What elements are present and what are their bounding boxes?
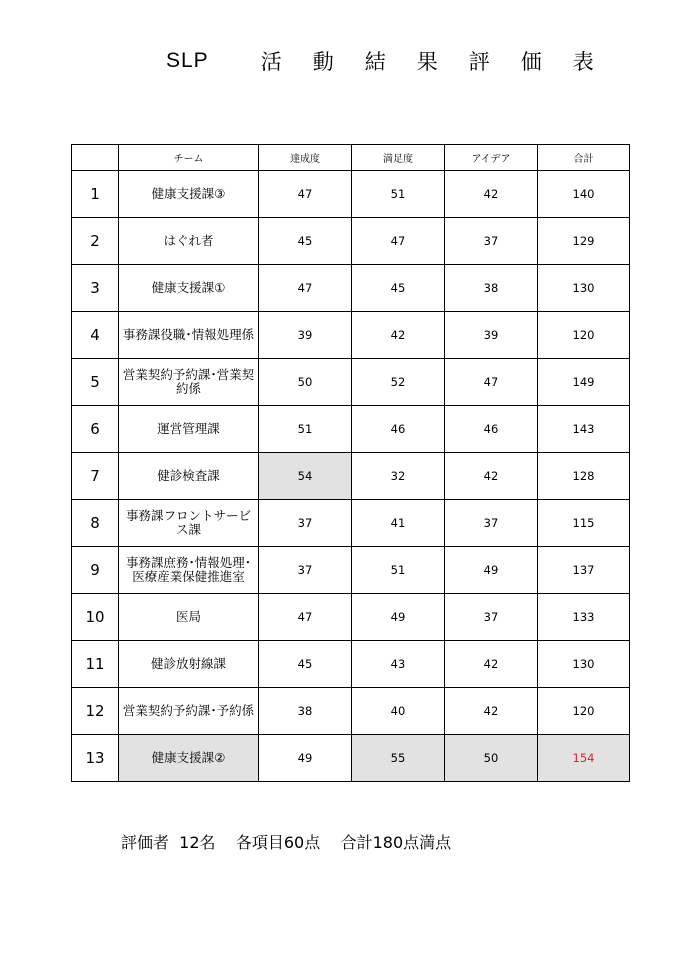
total-score: 130 xyxy=(538,265,630,312)
team-name-highlighted: 健康支援課② xyxy=(119,735,259,782)
satisfaction-score: 43 xyxy=(352,641,445,688)
achievement-score: 50 xyxy=(259,359,352,406)
satisfaction-score: 46 xyxy=(352,406,445,453)
total-score: 115 xyxy=(538,500,630,547)
row-number: 13 xyxy=(72,735,119,782)
total-score: 129 xyxy=(538,218,630,265)
row-number: 1 xyxy=(72,171,119,218)
title-char: 活 xyxy=(260,50,282,74)
table-row xyxy=(72,265,630,312)
table-row xyxy=(72,641,630,688)
idea-score: 42 xyxy=(445,171,538,218)
team-name: 健診放射線課 xyxy=(119,641,259,688)
idea-score: 37 xyxy=(445,218,538,265)
row-number: 12 xyxy=(72,688,119,735)
achievement-score-highlighted: 54 xyxy=(259,453,352,500)
satisfaction-score-highlighted: 55 xyxy=(352,735,445,782)
satisfaction-score: 51 xyxy=(352,171,445,218)
header-satisfaction: 満足度 xyxy=(352,145,445,171)
achievement-score: 47 xyxy=(259,265,352,312)
row-number: 9 xyxy=(72,547,119,594)
idea-score: 46 xyxy=(445,406,538,453)
achievement-score: 38 xyxy=(259,688,352,735)
achievement-score: 37 xyxy=(259,547,352,594)
header-no xyxy=(72,145,119,171)
idea-score: 42 xyxy=(445,453,538,500)
total-score: 130 xyxy=(538,641,630,688)
team-name: 医局 xyxy=(119,594,259,641)
team-name: 健診検査課 xyxy=(119,453,259,500)
achievement-score: 45 xyxy=(259,641,352,688)
table-row xyxy=(72,312,630,359)
team-name: はぐれ者 xyxy=(119,218,259,265)
table-row xyxy=(72,359,630,406)
team-name: 事務課役職･情報処理係 xyxy=(119,312,259,359)
satisfaction-score: 51 xyxy=(352,547,445,594)
header-achievement: 達成度 xyxy=(259,145,352,171)
row-number: 3 xyxy=(72,265,119,312)
total-score: 120 xyxy=(538,688,630,735)
idea-score: 49 xyxy=(445,547,538,594)
team-name: 事務課庶務･情報処理･医療産業保健推進室 xyxy=(119,547,259,594)
total-score: 143 xyxy=(538,406,630,453)
title-char: 果 xyxy=(416,50,438,74)
total-score: 128 xyxy=(538,453,630,500)
achievement-score: 37 xyxy=(259,500,352,547)
satisfaction-score: 45 xyxy=(352,265,445,312)
satisfaction-score: 32 xyxy=(352,453,445,500)
title-char: 価 xyxy=(520,50,542,74)
achievement-score: 47 xyxy=(259,594,352,641)
satisfaction-score: 47 xyxy=(352,218,445,265)
table-row xyxy=(72,218,630,265)
idea-score: 42 xyxy=(445,641,538,688)
team-name: 事務課フロントサービス課 xyxy=(119,500,259,547)
title-prefix: SLP xyxy=(166,49,209,72)
row-number: 6 xyxy=(72,406,119,453)
title-char: 表 xyxy=(572,50,594,74)
idea-score: 37 xyxy=(445,500,538,547)
idea-score: 47 xyxy=(445,359,538,406)
satisfaction-score: 52 xyxy=(352,359,445,406)
total-score-highlighted: 154 xyxy=(538,735,630,782)
row-number: 4 xyxy=(72,312,119,359)
title-char: 評 xyxy=(468,50,490,74)
page-title xyxy=(166,46,594,76)
team-name: 健康支援課③ xyxy=(119,171,259,218)
idea-score: 38 xyxy=(445,265,538,312)
satisfaction-score: 42 xyxy=(352,312,445,359)
table-row xyxy=(72,500,630,547)
evaluation-table xyxy=(71,144,630,782)
total-score: 137 xyxy=(538,547,630,594)
header-total: 合計 xyxy=(538,145,630,171)
idea-score: 39 xyxy=(445,312,538,359)
satisfaction-score: 40 xyxy=(352,688,445,735)
row-number: 8 xyxy=(72,500,119,547)
header-idea: アイデア xyxy=(445,145,538,171)
table-row xyxy=(72,688,630,735)
team-name: 営業契約予約課･予約係 xyxy=(119,688,259,735)
achievement-score: 39 xyxy=(259,312,352,359)
team-name: 営業契約予約課･営業契約係 xyxy=(119,359,259,406)
table-header-row xyxy=(72,145,630,171)
table-row xyxy=(72,171,630,218)
idea-score: 37 xyxy=(445,594,538,641)
row-number: 11 xyxy=(72,641,119,688)
table-row xyxy=(72,547,630,594)
evaluation-note: 評価者 12名 各項目60点 合計180点満点 xyxy=(121,833,452,852)
table-row xyxy=(72,594,630,641)
achievement-score: 47 xyxy=(259,171,352,218)
achievement-score: 49 xyxy=(259,735,352,782)
table-row xyxy=(72,406,630,453)
header-team: チーム xyxy=(119,145,259,171)
row-number: 10 xyxy=(72,594,119,641)
satisfaction-score: 49 xyxy=(352,594,445,641)
table-row xyxy=(72,735,630,782)
total-score: 149 xyxy=(538,359,630,406)
title-char: 動 xyxy=(312,50,334,74)
idea-score: 42 xyxy=(445,688,538,735)
team-name: 運営管理課 xyxy=(119,406,259,453)
total-score: 133 xyxy=(538,594,630,641)
team-name: 健康支援課① xyxy=(119,265,259,312)
title-char: 結 xyxy=(364,50,386,74)
row-number: 7 xyxy=(72,453,119,500)
idea-score-highlighted: 50 xyxy=(445,735,538,782)
achievement-score: 45 xyxy=(259,218,352,265)
total-score: 120 xyxy=(538,312,630,359)
row-number: 5 xyxy=(72,359,119,406)
satisfaction-score: 41 xyxy=(352,500,445,547)
total-score: 140 xyxy=(538,171,630,218)
achievement-score: 51 xyxy=(259,406,352,453)
row-number: 2 xyxy=(72,218,119,265)
table-row xyxy=(72,453,630,500)
